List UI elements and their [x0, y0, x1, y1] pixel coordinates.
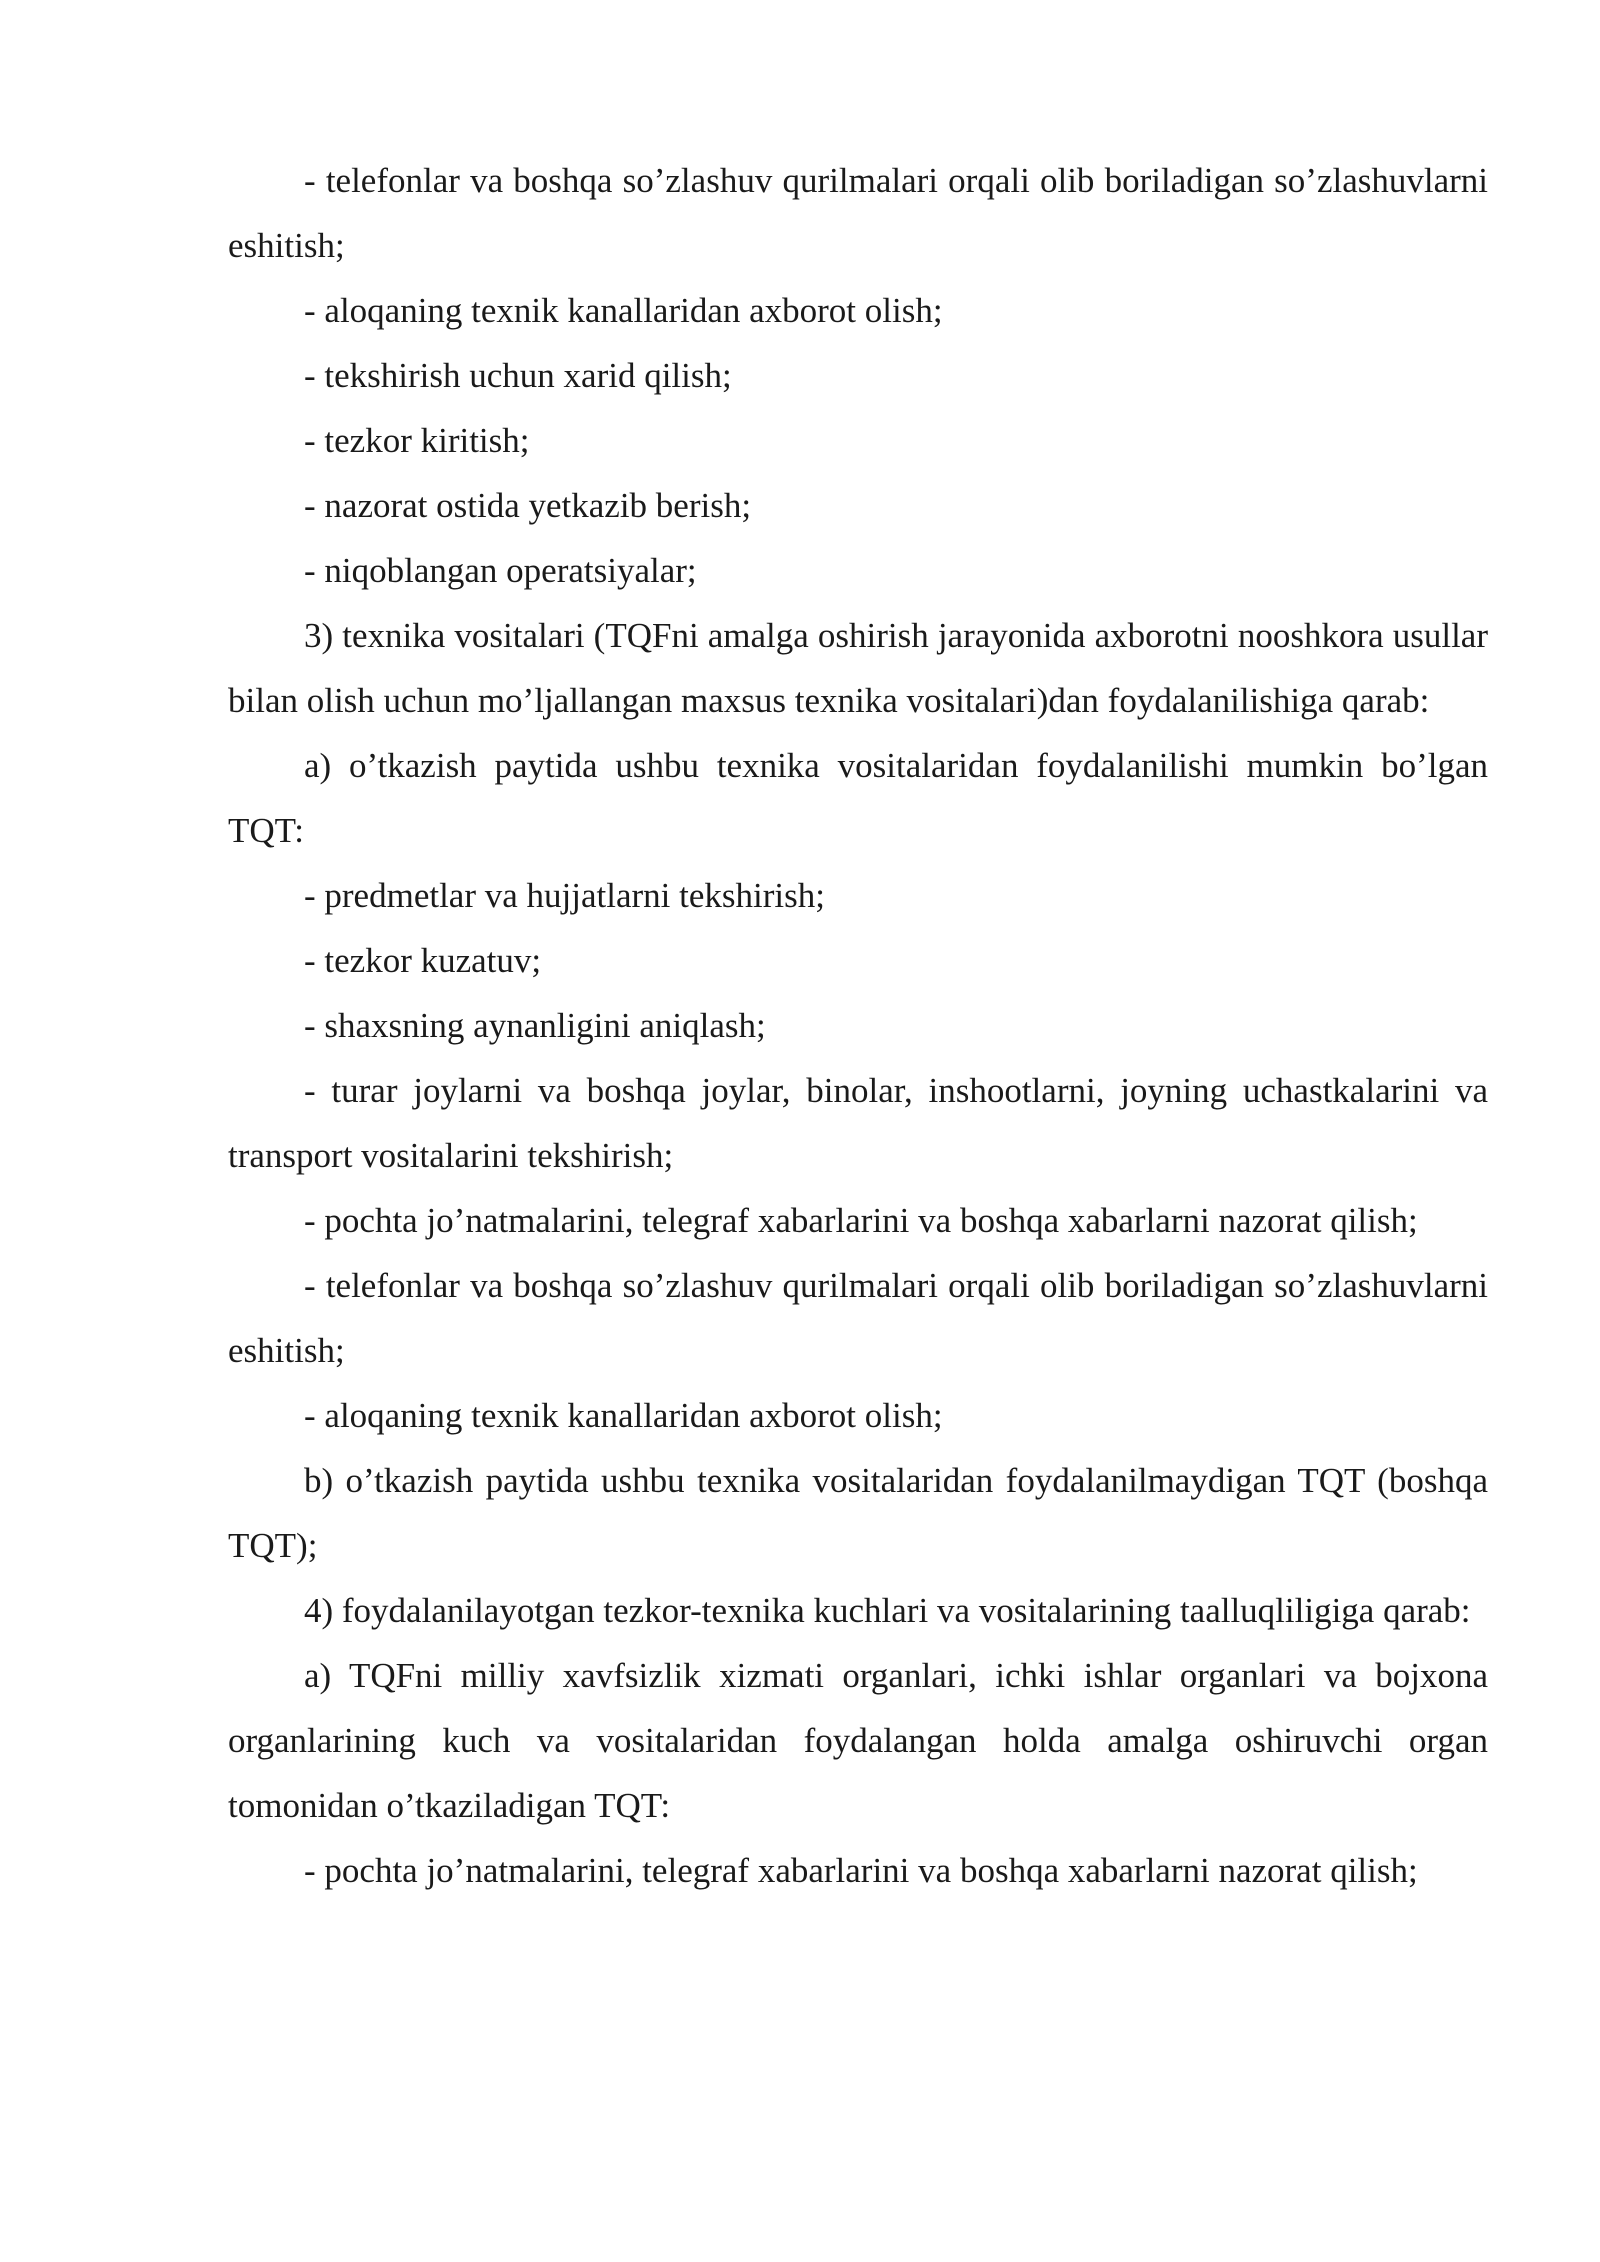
- document-body: [228, 148, 1488, 1903]
- paragraph: - tezkor kiritish;: [304, 421, 530, 460]
- paragraph: - pochta jo’natmalarini, telegraf xabarlarini va boshqa xabarlarni nazorat qilish;: [304, 1201, 1418, 1240]
- paragraph: - nazorat ostida yetkazib berish;: [304, 486, 752, 525]
- paragraph: a) o’tkazish paytida ushbu texnika vositalaridan foydalanilishi mumkin bo’lgan TQT:: [228, 746, 1488, 850]
- paragraph: - telefonlar va boshqa so’zlashuv qurilmalari orqali olib boriladigan so’zlashuvlarni eshitish;: [228, 161, 1488, 265]
- paragraph: - aloqaning texnik kanallaridan axborot olish;: [304, 1396, 943, 1435]
- paragraph: - shaxsning aynanligini aniqlash;: [304, 1006, 766, 1045]
- paragraph: - telefonlar va boshqa so’zlashuv qurilmalari orqali olib boriladigan so’zlashuvlarni eshitish;: [228, 1266, 1488, 1370]
- paragraph: - tekshirish uchun xarid qilish;: [304, 356, 732, 395]
- paragraph: b) o’tkazish paytida ushbu texnika vositalaridan foydalanilmaydigan TQT (boshqa TQT);: [228, 1461, 1488, 1565]
- paragraph: - predmetlar va hujjatlarni tekshirish;: [304, 876, 825, 915]
- paragraph: - tezkor kuzatuv;: [304, 941, 542, 980]
- paragraph: - aloqaning texnik kanallaridan axborot olish;: [304, 291, 943, 330]
- paragraph: a) TQFni milliy xavfsizlik xizmati organlari, ichki ishlar organlari va bojxona organlarining kuch va vositalaridan foydalangan holda amalga oshiruvchi organ tomonidan o’tkaziladigan TQT:: [228, 1656, 1488, 1825]
- paragraph: 4) foydalanilayotgan tezkor-texnika kuchlari va vositalarining taalluqliligiga qarab:: [304, 1591, 1471, 1630]
- paragraph: - turar joylarni va boshqa joylar, binolar, inshootlarni, joyning uchastkalarini va transport vositalarini tekshirish;: [228, 1071, 1488, 1175]
- paragraph: - niqoblangan operatsiyalar;: [304, 551, 697, 590]
- paragraph: 3) texnika vositalari (TQFni amalga oshirish jarayonida axborotni nooshkora usullar bilan olish uchun mo’ljallangan maxsus texnika vositalari)dan foydalanilishiga qarab:: [228, 616, 1488, 720]
- paragraph: - pochta jo’natmalarini, telegraf xabarlarini va boshqa xabarlarni nazorat qilish;: [304, 1851, 1418, 1890]
